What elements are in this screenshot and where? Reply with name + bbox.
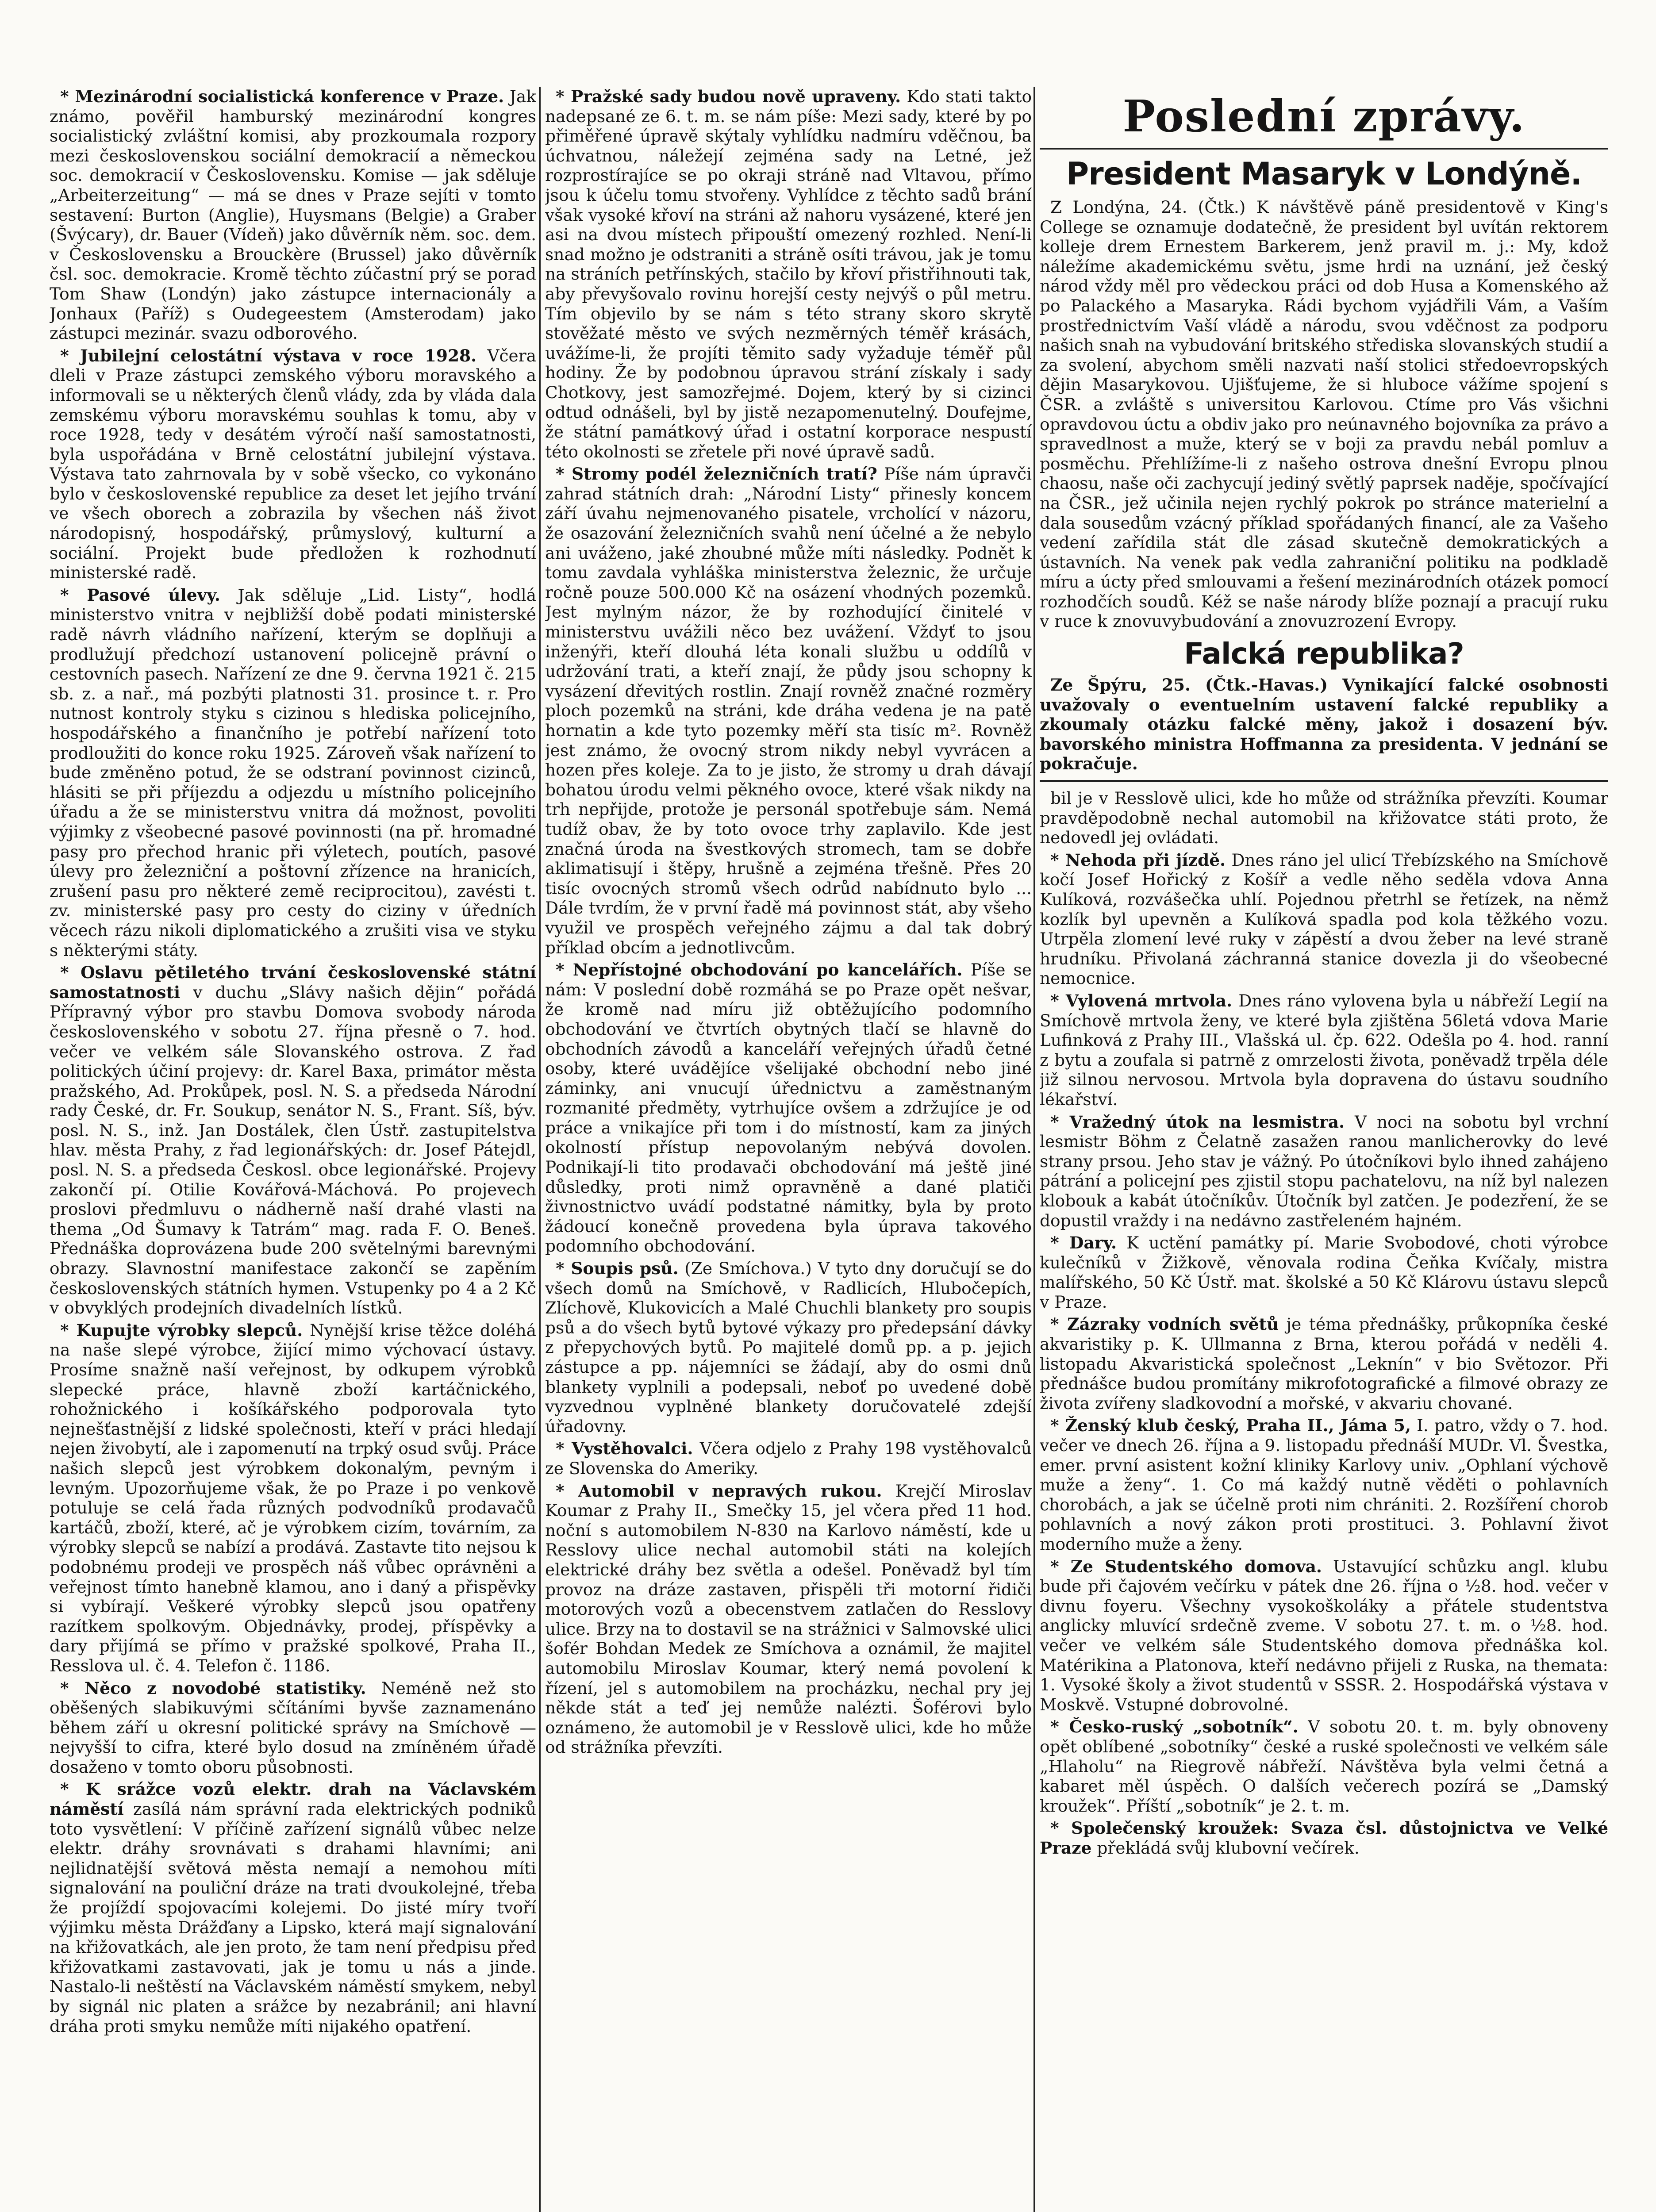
article xyxy=(1040,1717,1608,1816)
article-text: (Ze Smíchova.) V tyto dny doručují se do všech domů na Smíchově, v Radlicích, Hlubočepích, Zlíchově, Klukovicích a Malé Chuchli blankety pro soupis psů a do všech bytů bytové výkazy pro předepsání dávky z přepychových bytů. Po majitelé domů pp. a p. jejich zástupce a pp. nájemníci se žádají, aby do osmi dnů blankety vyplnili a podepsali, neboť po uvedené době vyzvednou vyplněné blankety doručovatelé zdejší úřadovny. xyxy=(545,1259,1032,1436)
article-headline: * Něco z novodobé statistiky. xyxy=(60,1678,366,1698)
article-headline: * Mezinárodní socialistická konference v Praze. xyxy=(60,87,504,106)
article-headline: * Kupujte výrobky slepců. xyxy=(60,1320,303,1340)
article xyxy=(1040,788,1608,848)
article xyxy=(1040,850,1608,988)
article-headline: * Pasové úlevy. xyxy=(60,585,220,605)
headline-masaryk-london: President Masaryk v Londýně. xyxy=(1066,156,1582,192)
article xyxy=(545,1259,1032,1436)
article-text: Dnes ráno jel ulicí Třebízského na Smíchově kočí Josef Hořický z Košíř a vedle něho seděla vdova Anna Kulíková, rozvášečka uhlí. Pojednou přetrhl se řetízek, na němž kozlík byl upevněn a Kulíková spadla pod kola těžkého vozu. Utrpěla zlomení levé ruky v zápěstí a dvou žeber na levé straně hrudníku. Přivolaná záchranná stanice dovezla ji do všeobecné nemocnice. xyxy=(1040,850,1608,988)
article-text: K uctění památky pí. Marie Svobodové, choti výrobce kulečníků v Žižkově, věnovala rodina Čeňka Kvíčaly, mistra malířského, 50 Kč Ústř. mat. školské a 50 Kč Klárovu ústavu slepců v Praze. xyxy=(1040,1233,1608,1312)
article xyxy=(50,346,536,583)
article xyxy=(1040,1233,1608,1312)
article-text: Píše se nám: V poslední době rozmáhá se po Praze opět nešvar, že kromě nad míru již obtěžujícího podomního obchodování ve čtvrtích obytných tlačí se hlavně do obchodních závodů a kanceláří veřejných úřadů četné osoby, které uvádějíce všelijaké obchodní nebo jiné záminky, ani vnucují úřednictvu a zaměstnaným rozmanité předměty, vytrhujíce ovšem a zdržujíce je od práce a vnikajíce při tom i do místností, kam za jiných okolností přístup nepovolaným nebývá dovolen. Podnikají-li tito prodavači obchodování má ještě jiné důsledky, proti nimž opravněně a dané platiči živnostnictvo uvádí podstatné námitky, byla by proto žádoucí konečně provedena byla úprava takového podomního obchodování. xyxy=(545,960,1032,1256)
article-headline: * Oslavu pětiletého trvání československé státní samostatnosti xyxy=(50,963,536,1002)
article xyxy=(50,1779,536,2036)
article-text: Neméně než sto oběšených slabikuvými sčítáními byvše zaznamenáno během září u okresní politické správy na Smíchově — nejvyšší to cifra, které bylo dosud na zmíněném úřadě dosaženo v tomto oboru působnosti. xyxy=(50,1678,536,1777)
article-masaryk-london: Z Londýna, 24. (Čtk.) K návštěvě páně presidentově v King's College se oznamuje dodatečně, že president byl uvítán rektorem kolleje drem Ernestem Barkerem, jenž pravil m. j.: My, kdož náležíme akademickému světu, jsme hrdi na uznání, jež český národ vždy měl pro vědeckou práci od dob Husa a Komenského až po Palackého a Masaryka. Rádi bychom vyjádřili Vám, a Vaším prostřednictvím Vaší vládě a národu, svou vděčnost za podporu našich snah na vybudování britského střediska slovanských studií a za svolení, abychom směli nazvati naší stolici středoevropských dějin Masarykovou. Ujišťujeme, že si hluboce vážíme spojení s ČSR. a zvláště s universitou Karlovou. Ctíme pro Vás všichni opravdovou úctu a obdiv jako pro neúnavného bojovníka za právo a spravedlnost a muže, který se v boji za pravdu nebál pomluv a posměchu. Přehlížíme-li z našeho ostrova dnešní Evropu plnou chaosu, naše oči zachycují jediný světlý paprsek naděje, spočívající na ČSR., jež učinila nejen rychlý pokrok po stránce materielní a dala sousedům vzácný příklad spořádaných financí, ale za Vašeho vedení zařídila stát dle zásad skutečně demokratických a ústavních. Na venek pak vedla zahraniční politiku na podkladě míru a úcty před smlouvami a řešení mezinárodních otázek pomocí rozhodčích soudů. Kéž se naše národy blíže poznají a pracují ruku v ruce k znovuvybudování a znovuzrození Evropy. xyxy=(1040,197,1608,631)
article-text: zasílá nám správní rada elektrických podniků toto vysvětlení: V příčině zařízení signálů vůbec nelze elektr. dráhy srovnávati s drahami hlavními; ani nejlidnatější světová města nemají a nemohou míti signalování na pouliční dráze na trati dvoukolejné, třeba že projíždí spojovacími kolejemi. Do jisté míry tvoří výjimku města Drážďany a Lipsko, která mají signalování na křižovatkách, ale jen proto, že tam není předpisu před křižovatkami zastavovati, jak je tomu u nás a jinde. Nastalo-li neštěstí na Václavském náměstí smykem, nebyl by signál nic platen a srážce by nezabránil; ani hlavní dráha proti smyku nemůže míti nijakého opatření. xyxy=(50,1799,536,2036)
article-headline: * Jubilejní celostátní výstava v roce 1928. xyxy=(60,346,477,365)
headline-palatinate-republic: Falcká republika? xyxy=(1184,637,1464,671)
article xyxy=(50,1678,536,1777)
article-headline: * Ze Studentského domova. xyxy=(1050,1556,1322,1576)
article-headline: * Automobil v nepravých rukou. xyxy=(556,1481,882,1501)
article xyxy=(50,1321,536,1676)
article-text: překládá svůj klubovní večírek. xyxy=(1097,1838,1360,1858)
article-text: Jak sděluje „Lid. Listy“, hodlá ministerstvo vnitra v nejbližší době podati ministerské radě návrh vládního nařízení, kterým se doplňuji a prodlužují předchozí ustanovení policejně právní o cestovních pasech. Nařízení ze dne 9. června 1921 č. 215 sb. z. a nař., má pozbýti platnosti 31. prosince t. r. Pro nutnost kontroly styku s cizinou s hlediska policejního, hospodářského a finančního je potřebí nařízení toto prodloužiti do konce roku 1925. Zároveň však nařízení to bude změněno potud, že se odstraní povinnost cizinců, hlásiti se při příjezdu a odjezdu u místního policejního úřadu a že se ministerstvu vnitra dá možnost, povoliti výjimky z všeobecné pasové povinnosti (na př. hromadné pasy pro přechod hranic při výletech, poutích, pasové úlevy pro železniční a poštovní zřízence na hranicích, zrušení pasu pro některé země reciprocitou), zavésti t. zv. ministerské pasy pro cesty do ciziny v úředních věcech rázu nikoli diplomatického a zrušiti visa ve styku s některými státy. xyxy=(50,585,536,960)
article xyxy=(1040,1416,1608,1554)
article-headline: * Stromy podél železničních tratí? xyxy=(556,464,877,484)
article-headline: * Česko-ruský „sobotník“. xyxy=(1050,1717,1299,1737)
article-headline: * Pražské sady budou nově upraveny. xyxy=(556,87,901,106)
article-text: je téma přednášky, průkopníka české akvaristiky p. K. Ullmanna z Brna, kterou pořádá v neděli 4. listopadu Akvaristická společnost „Leknín“ v bio Světozor. Při přednášce budou promítány mikrofotografické a filmové obrazy ze života zvířeny sladkovodní a mořské, v akvariu chované. xyxy=(1040,1314,1608,1413)
article-headline: * Ženský klub český, Praha II., Jáma 5, xyxy=(1050,1416,1411,1436)
article xyxy=(545,464,1032,957)
article-headline: * Dary. xyxy=(1050,1233,1117,1253)
column-divider xyxy=(1034,87,1035,2212)
article xyxy=(1040,1112,1608,1231)
article xyxy=(50,585,536,960)
article-text: Včera dleli v Praze zástupci zemského výboru moravského a informovali se u některých členů vlády, zda by vláda dala zemskému výboru moravskému souhlas k tomu, aby v roce 1928, tedy v desátém výročí naší samostatnosti, byla uspořádána v Brně celostátní jubilejní výstava. Výstava tato zahrnovala by v sobě všecko, co vykonáno bylo v československé republice za deset let jejího trvání ve všech oborech a zobrazila by všechen náš život národopisný, hospodářský, průmyslový, kulturní a sociální. Projekt bude předložen k rozhodnutí ministerské radě. xyxy=(50,346,536,583)
column-right xyxy=(1040,87,1608,2212)
article-text: V noci na sobotu byl vrchní lesmistr Böhm z Čelatně zasažen ranou manlicherovky do levé strany prsou. Jeho stav je vážný. Po útočníkovi bylo ihned zahájeno pátrání a policejní pes zjistil stopu pachatelovu, na níž byl nalezen klobouk a kabát útočníkův. Útočník byl zatčen. Je podezření, že se dopustil vraždy i na nedávno zastřeleném hajném. xyxy=(1040,1112,1608,1230)
article xyxy=(545,87,1032,461)
article xyxy=(1040,1314,1608,1413)
article xyxy=(545,960,1032,1256)
column-middle xyxy=(545,87,1032,2212)
article-headline: * Zázraky vodních světů xyxy=(1050,1314,1279,1334)
article-text: Píše nám úpravči zahrad státních drah: „Národní Listy“ přinesly koncem září úvahu nejmenovaného pisatele, vrcholící v názoru, že osazování železničních svahů není účelné a že nebylo ani uváženo, jaké zhoubné může míti následky. Podnět k tomu zavdala vyhláška ministerstva železnic, že určuje ročně pouze 500.000 Kč na osázení vhodných pozemků. Jest mylným názor, že by rozhodující činitelé v ministerstvu uvážili něco bez uvážení. Vždyť to jsou inženýři, kteří dlouhá léta konali službu u oddílů v udržování trati, a kteří znají, že půdy jsou schopny k vysázení dřevitých rostlin. Znají rovněž značné rozměry ploch pozemků na stráni, kde dráha vedena je na patě hornatin a kde tyto pozemky měří sta tisíc m². Rovněž jest známo, že ovocný strom nikdy nebyl vyvrácen a hozen přes koleje. Za to je jisto, že stromy u drah dávají bohatou úrodu velmi pěkného ovoce, které však nikdy na trh nepřijde, protože je personál spotřebuje sám. Nemá tudíž obav, že by toto ovoce trhy zaplavilo. Kde jest značná úroda na švestkových stromech, tam se dobře aklimatisují i štěpy, hrušně a zejména třešně. Přes 20 tisíc ovocných stromů všech odrůd nabídnuto bylo ... Dále tvrdím, že v první řadě má povinnost stát, aby všeho využil ve prospěch veřejného zájmu a dal tak dobrý příklad obcím a jednotlivcům. xyxy=(545,464,1032,957)
article-text: Krejčí Miroslav Koumar z Prahy II., Smečky 15, jel včera před 11 hod. noční s automobilem N-830 na Karlovo náměstí, kde u Resslovy ulice nechal automobil státi na kolejích elektrické dráhy bez světla a odešel. Poněvadž byl tím provoz na dráze zastaven, přispěli tři motorní řidiči motorových vozů a obecenstvem zatlačen do Resslovy ulice. Brzy na to dostavil se na strážnici v Salmovské ulici šofér Bohdan Medek ze Smíchova a oznámil, že majitel automobilu Miroslav Koumar, který nemá povolení k řízení, jel s automobilem na procházku, nechal pry jej někde stát a teď jej nemůže nalézti. Šoférovi bylo oznámeno, že automobil je v Resslově ulici, kde ho může od strážníka převzíti. xyxy=(545,1481,1032,1757)
article-text: V sobotu 20. t. m. byly obnoveny opět oblíbené „sobotníky“ české a ruské společnosti ve velkém sále „Hlaholu“ na Riegrově nábřeží. Návštěva byla velmi četná a kabaret měl úspěch. O dalších večerech pozírá se „Damský kroužek“. Příští „sobotník“ je 2. t. m. xyxy=(1040,1717,1608,1816)
article-headline: * Vražedný útok na lesmistra. xyxy=(1050,1112,1345,1132)
masthead-latest-news: Poslední zprávy. xyxy=(1122,91,1525,142)
article xyxy=(1040,1818,1608,1858)
article-text: Dnes ráno vylovena byla u nábřeží Legií na Smíchově mrtvola ženy, ve které byla zjištěna 56letá vdova Marie Lufinková z Prahy III., Vlašská ul. čp. 622. Odešla po 4. hod. ranní z bytu a zoufala si patrně z omrzelosti života, poněvadž trpěla déle již silnou nervosou. Mrtvola byla dopravena do ústavu soudního lékařství. xyxy=(1040,991,1608,1109)
article-text: Jak známo, pověřil hamburský mezinárodní kongres socialistický zvláštní komisi, aby prozkoumala rozpory mezi československou sociální demokracií a německou soc. demokracií v Československu. Komise — jak sděluje „Arbeiterzeitung“ — má se dnes v Praze sejíti v tomto sestavení: Burton (Anglie), Huysmans (Belgie) a Graber (Švýcary), dr. Bauer (Vídeň) jako důvěrník něm. soc. dem. v Československu a Brouckère (Brussel) jako důvěrník čsl. soc. demokracie. Kromě těchto zúčastní prý se porad Tom Shaw (Londýn) jako zástupce internacionály a Jonhaux (Paříž) s Oudegeestem (Amsterodam) jako zástupci mezinár. svazu odborového. xyxy=(50,87,536,343)
article-list xyxy=(1040,788,1608,1858)
divider xyxy=(1040,148,1608,150)
article xyxy=(545,1481,1032,1757)
article xyxy=(1040,991,1608,1110)
article xyxy=(545,1439,1032,1478)
article-text: I. patro, vždy o 7. hod. večer ve dnech 26. října a 9. listopadu přednáší MUDr. Vl. Švestka, emer. první asistent kožní kliniky Karlovy univ. „Ophlaní výchově muže a ženy“. 1. Co má každý nutně věděti o pohlavních chorobách, a jak se účelně proti nim chrániti. 2. Rozšíření chorob pohlavních a nový zákon proti prostituci. 3. Pohlavní život moderního muže a ženy. xyxy=(1040,1416,1608,1554)
article-text: v duchu „Slávy našich dějin“ pořádá Přípravný výbor pro stavbu Domova svobody národa československého v sobotu 27. října přesně o 7. hod. večer ve velkém sále Slovanského ostrova. Z řad politických účiní projevy: dr. Karel Baxa, primátor města pražského, Ad. Prokůpek, posl. N. S. a předseda Národní rady České, dr. Fr. Soukup, senátor N. S., Frant. Síš, býv. posl. N. S., inž. Jan Dostálek, člen Ústř. zastupitelstva hlav. města Prahy, z řad legionářských: dr. Josef Pátejdl, posl. N. S. a předseda Českosl. obce legionářské. Projevy zakončí pí. Otilie Kovářová-Máchová. Po projevech proslovi předmluvu o nádherně naší drahé vlasti na thema „Od Šumavy k Tatrám“ mag. rada F. O. Beneš. Přednáška doprovázena bude 200 světelnými barevnými obrazy. Slavnostní manifestace zakončí se zapěním československých státních hymen. Vstupenky po 4 a 2 Kč v obvyklých prodejních divadelních lístků. xyxy=(50,982,536,1318)
article-headline: * Nepřístojné obchodování po kancelářích. xyxy=(556,960,963,980)
article xyxy=(50,87,536,343)
article-headline: * Nehoda při jízdě. xyxy=(1050,850,1226,870)
column-left xyxy=(50,87,536,2212)
article-headline: * Soupis psů. xyxy=(556,1259,679,1279)
article-text: bil je v Resslově ulici, kde ho může od strážníka převzíti. Koumar pravděpodobně nechal automobil na křižovatce státi proto, že nedovedl jej ovládati. xyxy=(1040,788,1608,848)
article-headline: * Vystěhovalci. xyxy=(556,1439,693,1459)
article-palatinate-republic: Ze Špýru, 25. (Čtk.-Havas.) Vynikající falcké osobnosti uvažovaly o eventuelním ustavení falcké republiky a zkoumaly otázku falcké měny, jakož i dosazení býv. bavorského ministra Hoffmanna za presidenta. V jednání se pokračuje. xyxy=(1040,675,1608,774)
article xyxy=(50,963,536,1318)
article-text: Kdo stati takto nadepsané ze 6. t. m. se nám píše: Mezi sady, které by po přiměřené úpravě skýtaly vyhlídku nadmíru vděčnou, ba úchvatnou, náležejí zejména sady na Letné, jež rozprostírajíce se po okraji stráně nad Vltavou, přímo jsou k účelu tomu stvořeny. Vyhlídce z těchto sadů brání však vysoké křoví na stráni až nahoru vysázené, které jen asi na dvou místech připouští omezený rozhled. Není-li snad možno je odstraniti a stráně osíti trávou, jak je tomu na stráních petřínských, stačilo by křoví přistřihnouti tak, aby převyšovalo rovinu horejší cesty nejvýš o půl metru. Tím objevilo by se nám s této strany skoro skrytě stověžaté město ve svých nezměrných téměř krásách, uvážíme-li, že projíti těmito sady vyžaduje téměř půl hodiny. Že by podobnou úpravou strání získaly i sady Chotkovy, jest samozřejmé. Dojem, který by si cizinci odtud odnášeli, byl by jistě nezapomenutelný. Doufejme, že státní památkový úřad i ostatní korporace nespustí této okolnosti se zřetele při nové úpravě sadů. xyxy=(545,87,1032,461)
article xyxy=(1040,1557,1608,1715)
article-text: Včera odjelo z Prahy 198 vystěhovalců ze Slovenska do Ameriky. xyxy=(545,1439,1032,1478)
article-headline: * Společenský kroužek: Svaza čsl. důstojnictva ve Velké Praze xyxy=(1040,1818,1608,1858)
article-headline: * K srážce vozů elektr. drah na Václavském náměstí xyxy=(50,1779,536,1819)
article-text: Ustavující schůzku angl. klubu bude při čajovém večírku v pátek dne 26. října o ½8. hod. večer v divnu foyeru. Všechny vysokoškoláky a přátele studentstva anglicky mluvící srdečně zveme. V sobotu 27. t. m. o ½8. hod. večer ve velkém sále Studentského domova přednáška kol. Matérikina a Platonova, kteří nedávno přijeli z Ruska, na themata: 1. Vysoké školy a život studentů v SSSR. 2. Hospodářská výstava v Moskvě. Vstupné dobrovolné. xyxy=(1040,1556,1608,1714)
divider xyxy=(1040,780,1608,782)
column-divider xyxy=(539,87,541,2212)
article-headline: * Vylovená mrtvola. xyxy=(1050,991,1233,1010)
article-text: Nynější krise těžce doléhá na naše slepé výrobce, žijící mimo výchovací ústavy. Prosíme snažně naší veřejnost, by odkupem výrobků slepecké práce, hlavně zboží kartáčnického, rohožnického i košíkářského podporovala tyto nejnešťastnější z lidské společnosti, kteří v práci hledají nejen živobytí, ale i zapomenutí na trpký osud svůj. Práce našich slepců jest výrobkem dokonalým, pevným i levným. Upozorňujeme však, že po Praze i po venkově potuluje se celá řada různých podvodníků prodavačů kartáčů, zboží, které, ač je výrobkem cizím, továrním, za výrobky slepců se nabízí a prodává. Zastavte tito nejsou k podobnému prodeji ve prospěch náš vůbec oprávněni a veřejnost tímto hanebně klamou, ano i daný a přispěvky si vybírají. Veškeré výrobky slepců jsou opatřeny razítkem spolkovým. Objednávky, prodej, příspěvky a dary přijímá se přímo v pražské spolkové, Praha II., Resslova ul. č. 4. Telefon č. 1186. xyxy=(50,1320,536,1675)
